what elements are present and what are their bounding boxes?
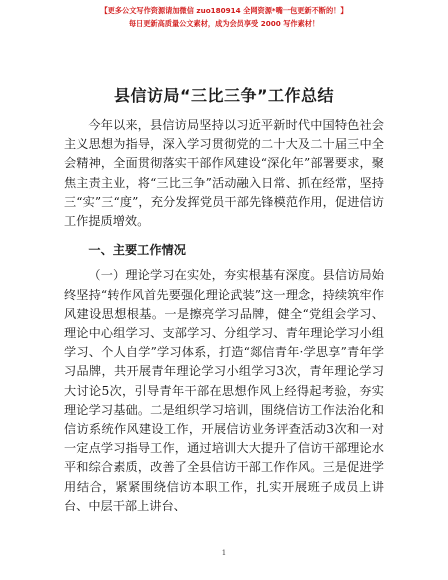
promo-banner <box>0 6 448 29</box>
page-number: 1 <box>221 549 227 557</box>
document-title: 县信访局“三比三争”工作总结 <box>113 86 335 105</box>
body-paragraph: （一）理论学习在实处，夯实根基有深度。县信访局始终坚持“转作风首先要强化理论武装”这一理念，持续筑牢作风建设思想根基。一是擦亮学习品牌，健全“党组会学习、理论中心组学习、支部学习、分组学习、青年理论学习小组学习、个人自学”学习体系，打造“郯信青年·学思享”青年学习品牌，共开展青年理论学习小组学习3次，青年理论学习大讨论5次，引导青年干部在思想作风上经得起考验，夯实理论学习基础。二是组织学习培训，围绕信访工作法治化和信访系统作风建设工作，开展信访业务评查活动3次和一对一定点学习指导工作，通过培训大大提升了信访干部理论水平和综合素质，改善了全县信访干部工作作风。三是促进学用结合，紧紧围绕信访本职工作，扎实开展班子成员上讲台、中层干部上讲台、 <box>64 268 384 513</box>
promo-banner-line2: 每日更新高质量公文素材，成为会员享受 2000 写作素材！ <box>128 19 320 28</box>
section-heading: 一、主要工作情况 <box>88 243 186 258</box>
intro-paragraph: 今年以来，县信访局坚持以习近平新时代中国特色社会主义思想为指导，深入学习贯彻党的二十大及二十届三中全会精神，全面贯彻落实干部作风建设“深化年”部署要求，聚焦主责主业，将“三比三争”活动融入日常、抓在经常，坚持三“实”三“度”，充分发挥党员干部先锋模范作用，促进信访工作提质增效。 <box>64 118 384 229</box>
promo-banner-line1: 【更多公文写作资源请加微信 zuo180914 全网资源*嘴一包更新不断的！】 <box>100 6 348 15</box>
document-body <box>64 116 384 516</box>
